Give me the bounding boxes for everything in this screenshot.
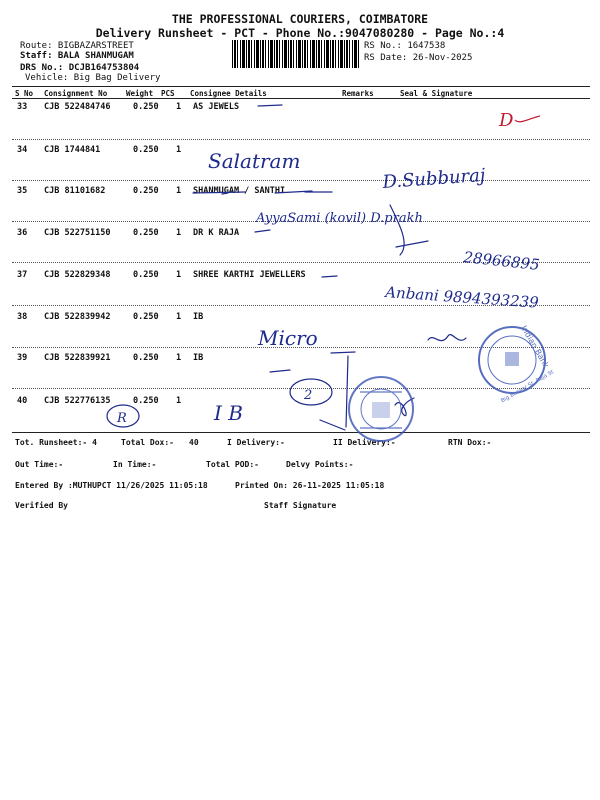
row-weight: 0.250 bbox=[133, 353, 159, 363]
hw-r35a: D.Subburaj bbox=[381, 164, 487, 193]
row-pcs: 1 bbox=[176, 102, 182, 112]
vehicle-label: Vehicle: Big Bag Delivery bbox=[25, 73, 161, 83]
strike-mark bbox=[193, 192, 245, 193]
total-pod: Total POD:- bbox=[206, 460, 259, 469]
row-sno: 35 bbox=[17, 186, 28, 196]
row-consignment: CJB 81101682 bbox=[44, 186, 106, 196]
hw-r38: Micro bbox=[258, 326, 318, 350]
row-consignee: DR K RAJA bbox=[193, 228, 240, 238]
row-weight: 0.250 bbox=[133, 270, 159, 280]
row-sno: 39 bbox=[17, 353, 28, 363]
hw-r33: D bbox=[499, 110, 514, 131]
total-dox-label: Total Dox:- bbox=[121, 438, 174, 447]
out-time: Out Time:- bbox=[15, 460, 64, 469]
row-sno: 37 bbox=[17, 270, 28, 280]
in-time: In Time:- bbox=[113, 460, 157, 469]
col-consignee: Consignee Details bbox=[190, 89, 267, 98]
hw-circle-2: 2 bbox=[304, 388, 313, 403]
row-pcs: 1 bbox=[176, 186, 182, 196]
dash-mark bbox=[222, 193, 228, 194]
row-consignee: IB bbox=[193, 353, 204, 363]
row-pcs: 1 bbox=[176, 228, 182, 238]
drs-label: DRS No.: DCJB164753804 bbox=[20, 63, 140, 73]
col-consignment: Consignment No bbox=[44, 89, 108, 98]
dash-mark bbox=[322, 276, 337, 277]
hw-r37: Anbani 9894393239 bbox=[384, 283, 540, 312]
stamp-text: Indian Bank bbox=[519, 323, 551, 370]
row-consignee: SHREE KARTHI JEWELLERS bbox=[193, 270, 306, 280]
pen-stroke bbox=[346, 356, 348, 427]
dash-mark bbox=[258, 105, 282, 106]
row-consignment: CJB 1744841 bbox=[44, 145, 101, 155]
stamp-branch: Big Bazaar St. Raja St bbox=[500, 369, 555, 405]
row-consignment: CJB 522839921 bbox=[44, 353, 111, 363]
row-weight: 0.250 bbox=[133, 145, 159, 155]
row-sno: 36 bbox=[17, 228, 28, 238]
row-weight: 0.250 bbox=[133, 312, 159, 322]
i-delivery: I Delivery:- bbox=[227, 438, 285, 447]
row-consignment: CJB 522776135 bbox=[44, 396, 111, 406]
tot-runsheet: Tot. Runsheet:- 4 bbox=[15, 438, 97, 447]
runsheet-subtitle: Delivery Runsheet - PCT - Phone No.:9047080280 - Page No.:4 bbox=[95, 26, 505, 40]
row-consignment: CJB 522751150 bbox=[44, 228, 111, 238]
route-label: Route: BIGBAZARSTREET bbox=[20, 41, 134, 51]
row-weight: 0.250 bbox=[133, 228, 159, 238]
total-dox-value: 40 bbox=[189, 438, 199, 447]
row-consignment: CJB 522829348 bbox=[44, 270, 111, 280]
col-sno: S No bbox=[15, 89, 34, 98]
col-remarks: Remarks bbox=[342, 89, 374, 98]
red-stroke bbox=[515, 116, 540, 122]
bank-stamp-lower bbox=[349, 377, 413, 441]
hw-r35b: AyyaSami (kovil) D.prakh bbox=[256, 211, 423, 226]
hw-circle-r: R bbox=[117, 411, 127, 426]
row-sno: 38 bbox=[17, 312, 28, 322]
pen-stroke bbox=[396, 241, 428, 247]
col-pcs: PCS bbox=[161, 89, 175, 98]
row-pcs: 1 bbox=[176, 312, 182, 322]
staff-signature: Staff Signature bbox=[264, 501, 337, 510]
row-consignee: AS JEWELS bbox=[193, 102, 240, 112]
row-weight: 0.250 bbox=[133, 186, 159, 196]
delvy-points: Delvy Points:- bbox=[286, 460, 354, 469]
row-consignment: CJB 522839942 bbox=[44, 312, 111, 322]
row-pcs: 1 bbox=[176, 396, 182, 406]
dash-mark bbox=[255, 230, 270, 232]
hw-r34: Salatram bbox=[208, 149, 301, 173]
hw-r36: 28966895 bbox=[462, 248, 541, 274]
company-title: THE PROFESSIONAL COURIERS, COIMBATORE bbox=[171, 12, 429, 26]
pen-stroke bbox=[320, 420, 345, 430]
row-weight: 0.250 bbox=[133, 396, 159, 406]
row-consignee: SHANMUGAM / SANTHI bbox=[193, 186, 286, 196]
bank-stamp-upper bbox=[479, 324, 556, 404]
pen-stroke bbox=[428, 335, 466, 341]
row-weight: 0.250 bbox=[133, 102, 159, 112]
row-sno: 40 bbox=[17, 396, 28, 406]
row-pcs: 1 bbox=[176, 145, 182, 155]
row-sno: 33 bbox=[17, 102, 28, 112]
col-seal: Seal & Signature bbox=[400, 89, 473, 98]
printed-on: Printed On: 26-11-2025 11:05:18 bbox=[235, 481, 385, 490]
pen-stroke bbox=[331, 352, 355, 353]
row-pcs: 1 bbox=[176, 270, 182, 280]
entered-by: Entered By :MUTHUPCT 11/26/2025 11:05:18 bbox=[15, 481, 208, 490]
ii-delivery: II Delivery:- bbox=[333, 438, 396, 447]
rs-date: RS Date: 26-Nov-2025 bbox=[364, 53, 473, 63]
staff-label: Staff: BALA SHANMUGAM bbox=[20, 51, 134, 61]
hw-r40: I B bbox=[214, 401, 243, 425]
pen-stroke bbox=[270, 370, 290, 372]
rtn-dox: RTN Dox:- bbox=[448, 438, 492, 447]
row-sno: 34 bbox=[17, 145, 28, 155]
row-pcs: 1 bbox=[176, 353, 182, 363]
row-consignment: CJB 522484746 bbox=[44, 102, 111, 112]
rs-number: RS No.: 1647538 bbox=[364, 41, 446, 51]
verified-by: Verified By bbox=[15, 501, 68, 510]
col-weight: Weight bbox=[126, 89, 154, 98]
row-consignee: IB bbox=[193, 312, 204, 322]
